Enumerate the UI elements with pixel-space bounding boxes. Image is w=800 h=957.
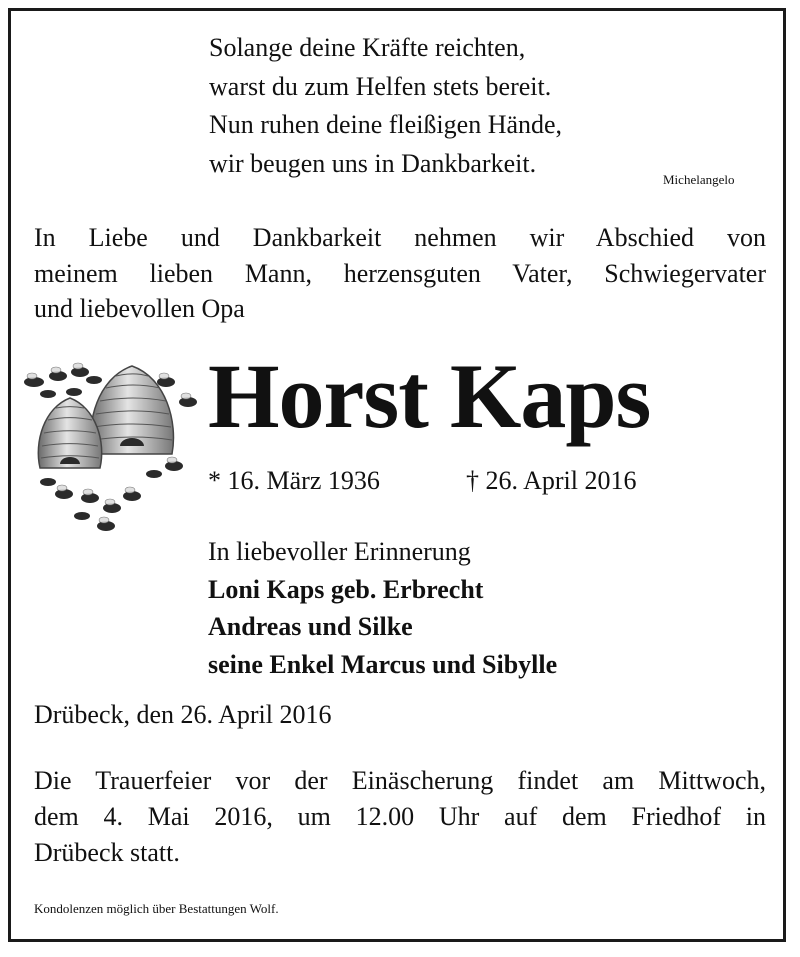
funeral-line: Drübeck statt. — [34, 838, 180, 867]
mourners-heading: In liebevoller Erinnerung — [208, 537, 471, 566]
poem-line: warst du zum Helfen stets bereit. — [209, 71, 552, 101]
funeral-line: dem 4. Mai 2016, um 12.00 Uhr auf dem Friedhof in — [34, 802, 766, 831]
condolence-note: Kondolenzen möglich über Bestattungen Wolf. — [34, 901, 279, 916]
intro-line: In Liebe und Dankbarkeit nehmen wir Abschied von — [34, 223, 766, 252]
intro-text — [34, 220, 766, 327]
beehive-bees-icon — [20, 346, 206, 546]
deceased-name: Horst Kaps — [208, 345, 651, 447]
intro-line: meinem lieben Mann, herzensguten Vater, Schwiegervater — [34, 258, 766, 288]
death-date: † 26. April 2016 — [466, 466, 637, 495]
poem — [209, 29, 562, 183]
place-date: Drübeck, den 26. April 2016 — [34, 700, 332, 729]
poem-author: Michelangelo — [663, 172, 735, 187]
mourner-name: Loni Kaps geb. Erbrecht — [208, 574, 484, 604]
funeral-info — [34, 763, 766, 871]
birth-date: * 16. März 1936 — [208, 466, 380, 495]
mourners-block — [208, 533, 557, 683]
mourner-name: Andreas und Silke — [208, 612, 413, 641]
funeral-line: Die Trauerfeier vor der Einäscherung findet am Mittwoch, — [34, 766, 766, 795]
poem-line: Nun ruhen deine fleißigen Hände, — [209, 110, 563, 139]
poem-line: Solange deine Kräfte reichten, — [209, 33, 526, 62]
mourner-name: seine Enkel Marcus und Sibylle — [208, 649, 558, 679]
intro-line: und liebevollen Opa — [34, 294, 245, 323]
poem-line: wir beugen uns in Dankbarkeit. — [209, 148, 537, 178]
